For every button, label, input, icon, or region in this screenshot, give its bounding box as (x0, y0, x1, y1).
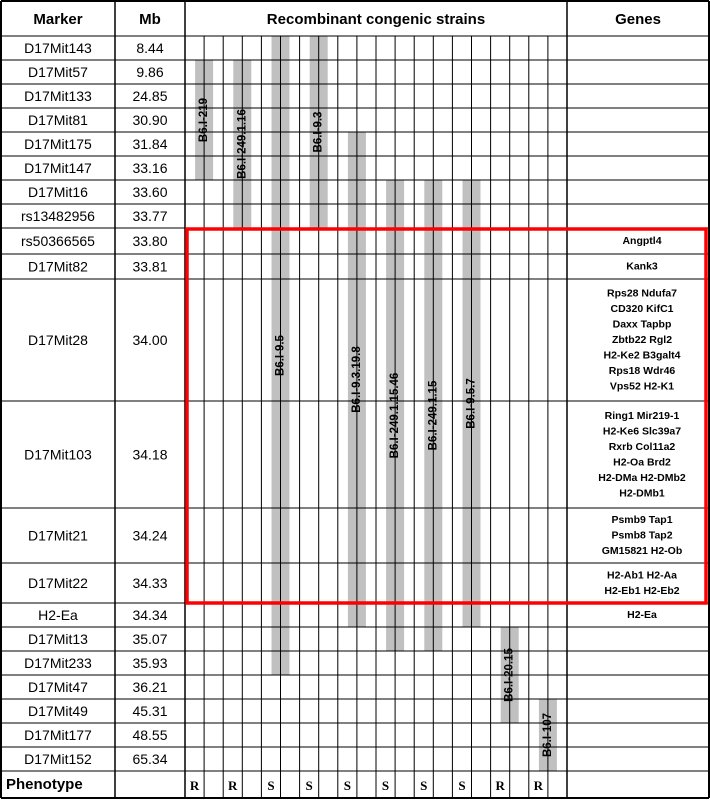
strain-bar-label: B6.I-20.15 (503, 648, 516, 702)
phenotype-value: S (381, 778, 390, 793)
mb-cell: 33.80 (132, 233, 168, 249)
gene-list-line: H2-DMb1 (619, 487, 665, 500)
header-genes: Genes (615, 11, 661, 28)
marker-cell: D17Mit49 (28, 703, 88, 719)
mb-cell: 36.21 (132, 679, 168, 695)
mb-cell: 31.84 (132, 136, 168, 152)
phenotype-value: S (343, 778, 351, 793)
gene-list-line: H2-Ke6 Slc39a7 (602, 425, 682, 438)
mb-cell: 33.81 (132, 258, 168, 275)
strain-bar-label: B6.I-107 (541, 712, 554, 758)
mb-cell: 34.00 (132, 332, 168, 348)
gene-list-line: Psmb8 Tap2 (611, 529, 673, 542)
phenotype-value: R (533, 778, 544, 793)
marker-cell: D17Mit13 (28, 631, 88, 647)
marker-cell: D17Mit16 (28, 184, 88, 200)
mb-cell: 9.86 (136, 64, 164, 80)
gene-list-line: Daxx Tapbp (612, 318, 672, 331)
phenotype-value: R (495, 778, 505, 793)
header-recombinant-congenic-strains: Recombinant congenic strains (266, 11, 486, 28)
gene-list-line: H2-DMa H2-DMb2 (598, 471, 686, 484)
strain-bar-label: B6.I-9.5.7 (465, 378, 478, 429)
marker-cell: H2-Ea (38, 607, 78, 623)
mb-cell: 35.07 (132, 631, 168, 647)
marker-cell: D17Mit22 (28, 575, 88, 591)
mb-cell: 8.44 (136, 40, 164, 56)
mb-cell: 33.16 (132, 160, 168, 176)
gene-list-line: Zbtb22 Rgl2 (611, 334, 673, 346)
mb-cell: 34.24 (132, 527, 168, 544)
marker-cell: D17Mit143 (24, 40, 92, 56)
mb-cell: 33.77 (132, 208, 168, 224)
marker-cell: D17Mit21 (28, 527, 88, 544)
gene-list-line: Kank3 (626, 260, 658, 273)
gene-list-line: Ring1 Mir219-1 (604, 409, 680, 422)
strain-bar-label: B6.I-219 (198, 97, 211, 143)
phenotype-value: S (267, 778, 275, 793)
marker-cell: D17Mit57 (28, 64, 88, 80)
phenotype-value: R (228, 778, 238, 793)
gene-list-line: Angptl4 (622, 235, 662, 247)
marker-cell: rs50366565 (21, 233, 95, 249)
strain-bar-label: B6.I-249.1.15.46 (389, 372, 402, 459)
gene-list-line: Vps52 H2-K1 (609, 380, 675, 393)
strain-bar-label: B6.I-9.3 (312, 111, 325, 153)
strain-bar-label: B6.I-249.1.15 (427, 380, 440, 451)
mb-cell: 35.93 (132, 655, 168, 671)
phenotype-value: S (420, 778, 428, 793)
header-marker: Marker (33, 11, 83, 28)
mb-cell: 24.85 (132, 88, 168, 104)
mb-cell: 34.34 (132, 607, 168, 623)
marker-cell: D17Mit81 (28, 112, 88, 128)
mb-cell: 34.33 (132, 575, 168, 591)
marker-cell: D17Mit82 (28, 258, 88, 275)
marker-cell: D17Mit47 (28, 679, 88, 695)
strain-bar-label: B6.I-9.5 (274, 335, 287, 376)
gene-list-line: Psmb9 Tap1 (611, 514, 673, 526)
gene-list-line: H2-Ab1 H2-Aa (606, 569, 678, 582)
phenotype-value: S (305, 778, 313, 793)
marker-cell: D17Mit152 (24, 751, 92, 767)
mb-cell: 65.34 (132, 751, 168, 767)
strain-bar-label: B6.I-249.1.16 (236, 109, 249, 179)
marker-cell: D17Mit28 (28, 332, 88, 348)
mb-cell: 34.18 (132, 446, 168, 463)
mb-cell: 33.60 (132, 184, 168, 200)
gene-list-line: H2-Oa Brd2 (613, 456, 671, 469)
phenotype-label: Phenotype (6, 776, 83, 793)
header-mb: Mb (139, 11, 161, 28)
mb-cell: 48.55 (132, 727, 168, 743)
marker-cell: rs13482956 (21, 208, 95, 224)
gene-list-line: Rps18 Wdr46 (608, 365, 676, 377)
gene-list-line: H2-Ke2 B3galt4 (603, 349, 681, 362)
gene-list-line: Rxrb Col11a2 (608, 440, 676, 453)
marker-cell: D17Mit177 (24, 727, 92, 743)
phenotype-value: S (458, 778, 466, 793)
marker-cell: D17Mit133 (24, 88, 92, 104)
gene-list-line: H2-Eb1 H2-Eb2 (604, 584, 680, 597)
phenotype-value: R (189, 778, 200, 793)
mb-cell: 30.90 (132, 112, 168, 128)
marker-cell: D17Mit147 (24, 160, 92, 176)
gene-list-line: H2-Ea (627, 609, 657, 621)
gene-list-line: CD320 KifC1 (610, 303, 674, 315)
marker-cell: D17Mit103 (24, 446, 92, 463)
strain-bar-label: B6.I-9.3.19.8 (350, 346, 363, 413)
gene-list-line: GM15821 H2-Ob (601, 545, 683, 557)
marker-cell: D17Mit233 (24, 655, 92, 671)
mb-cell: 45.31 (132, 703, 168, 719)
gene-list-line: Rps28 Ndufa7 (606, 287, 678, 300)
marker-cell: D17Mit175 (24, 136, 92, 152)
